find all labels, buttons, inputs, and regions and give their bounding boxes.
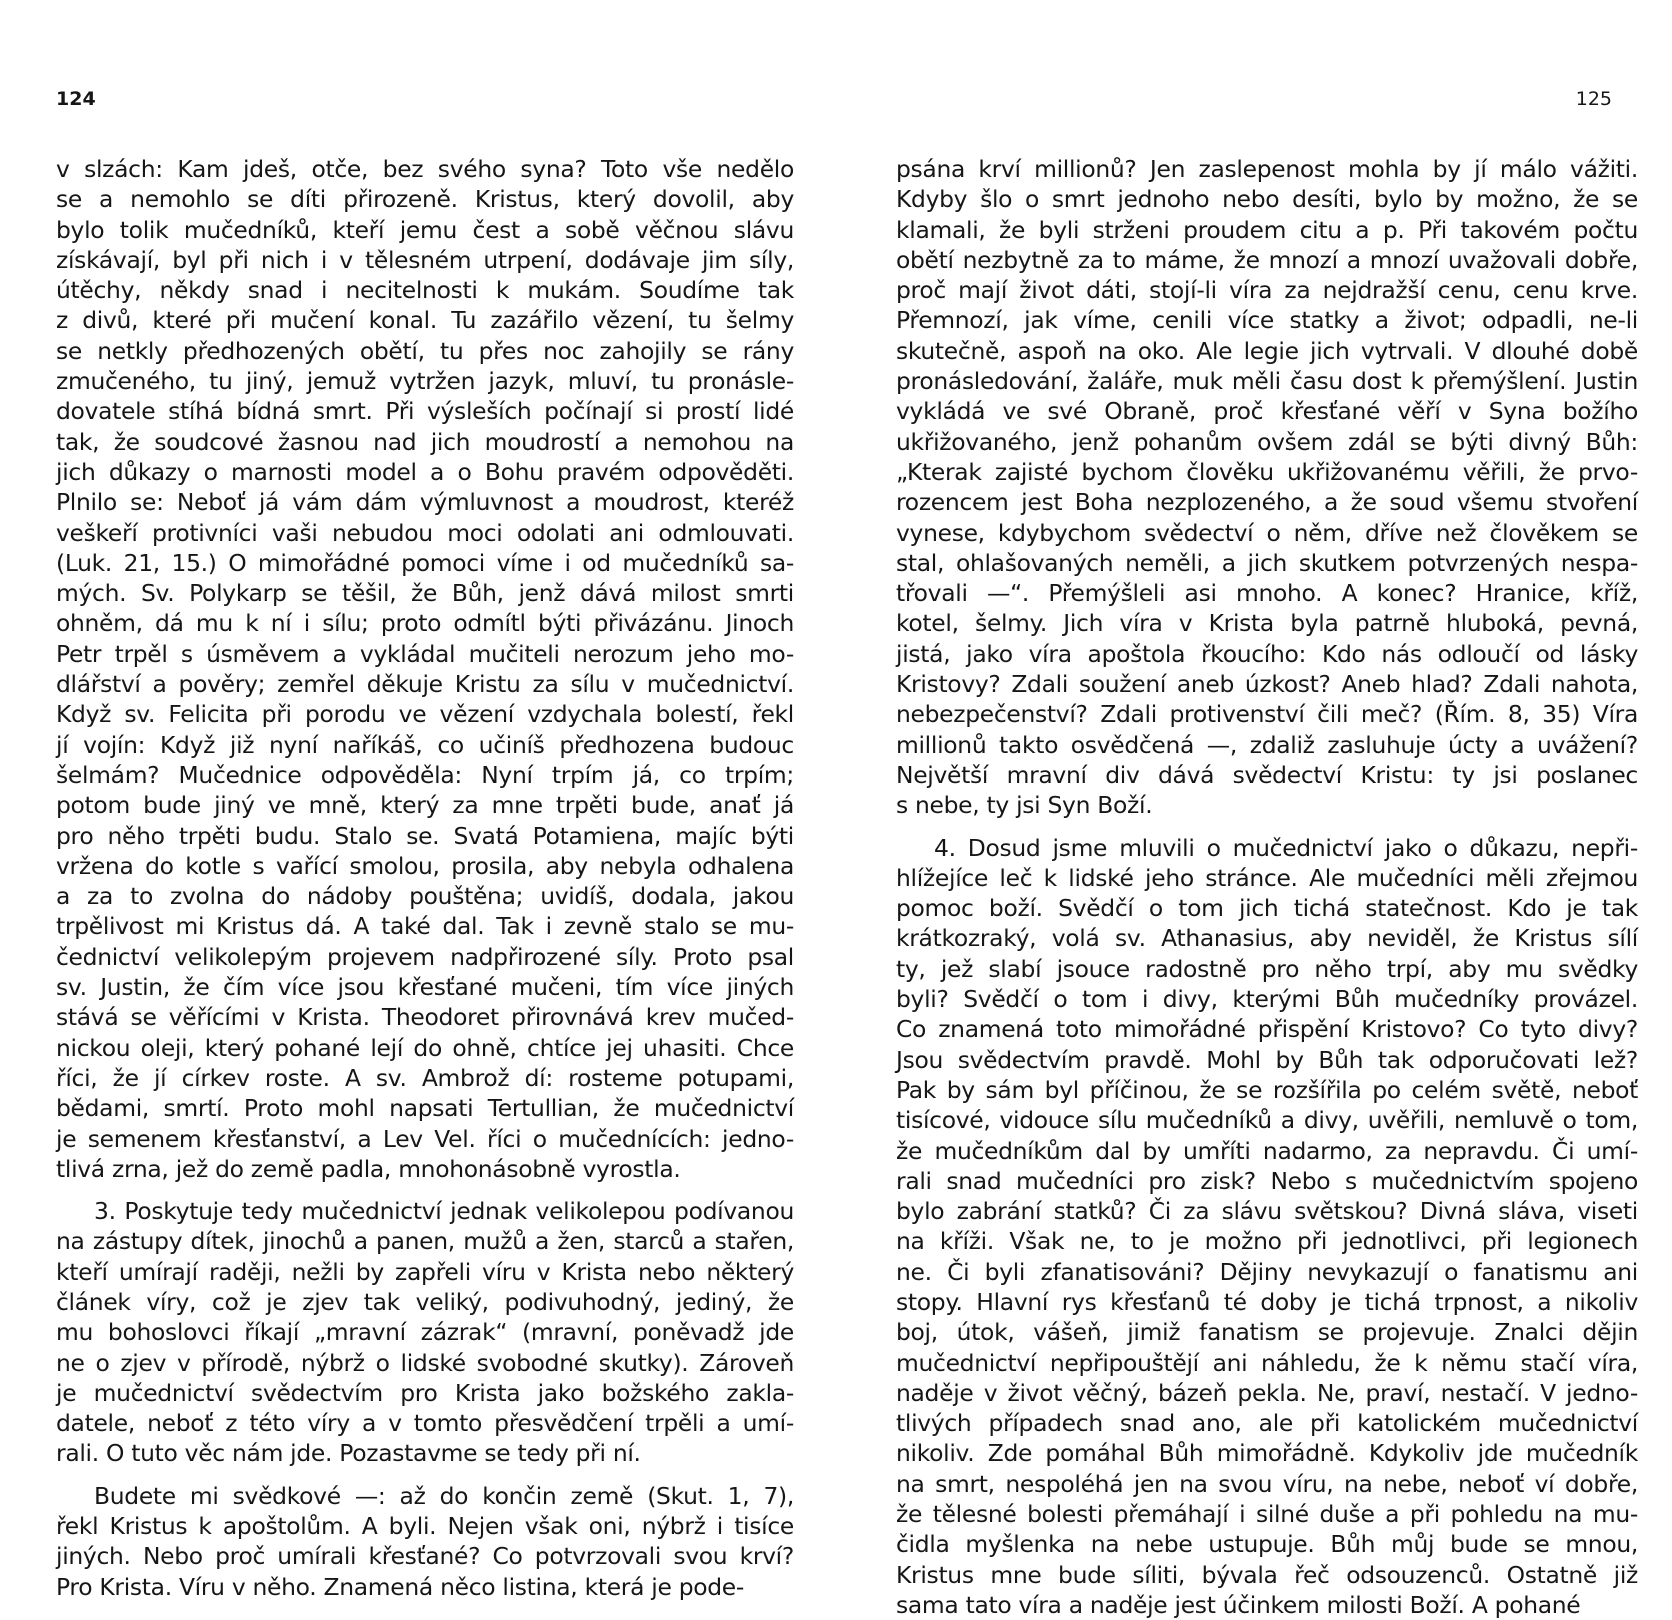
text-line: a za to zvolna do nádoby pouštěna; uvidíš, dodala, jakou <box>56 882 794 911</box>
text-line: Přemnozí, jak víme, cenili více statky a život; odpadli, ne-li <box>896 306 1638 335</box>
text-line: „Kterak zajisté bychom člověku ukřižovanému věřili, že prvo- <box>896 457 1638 486</box>
text-line: mých. Sv. Polykarp se těšil, že Bůh, jenž dává milost smrti <box>56 579 794 608</box>
text-line: Největší mravní div dává svědectví Kristu: ty jsi poslanec <box>896 760 1638 789</box>
text-line: vržena do kotle s vařící smolou, prosila, aby nebyla odhalena <box>56 851 794 880</box>
text-line: hlížejíce leč k lidské jeho stránce. Ale mučedníci měli zřejmou <box>896 863 1638 892</box>
text-line: bylo zabrání statků? Či za slávu světskou? Divná sláva, viseti <box>896 1197 1638 1226</box>
text-line: s nebe, ty jsi Syn Boží. <box>896 791 1153 820</box>
text-line: mučednictví nepřipouštějí ani náhledu, že k němu stačí víra, <box>896 1348 1638 1377</box>
text-line: veškeří protivníci vaši nebudou moci odolati ani odmlouvati. <box>56 518 794 547</box>
text-line: pro něho trpěti budu. Stalo se. Svatá Potamiena, majíc býti <box>56 821 794 850</box>
text-line: klamali, že byli strženi proudem citu a p. Při takovém počtu <box>896 215 1638 244</box>
text-line: Když sv. Felicita při porodu ve vězení vzdychala bolestí, řekl <box>56 700 794 729</box>
text-line: mu bohoslovci říkají „mravní zázrak“ (mravní, poněvadž jde <box>56 1318 794 1347</box>
text-line: byli? Svědčí o tom i divy, kterými Bůh mučedníky provázel. <box>896 985 1638 1014</box>
text-line: nebezpečenství? Zdali protivenství čili meč? (Řím. 8, 35) Víra <box>896 700 1638 729</box>
text-line: bylo tolik mučedníků, kteří jemu čest a sobě věčnou slávu <box>56 215 794 244</box>
text-line: potom bude jiný ve mně, který za mne trpěti bude, anať já <box>56 791 794 820</box>
text-line: vykládá ve své Obraně, proč křesťané věří v Syna božího <box>896 397 1638 426</box>
text-line: se netkly předhozených obětí, tu přes noc zahojily se rány <box>56 336 794 365</box>
text-line: řekl Kristus k apoštolům. A byli. Nejen však oni, nýbrž i tisíce <box>56 1512 794 1541</box>
text-line: dlářství a pověry; zemřel děkuje Kristu za sílu v mučednictví. <box>56 670 794 699</box>
text-line: stopy. Hlavní rys křesťanů té doby je tichá trpnost, a nikoliv <box>896 1287 1638 1316</box>
text-line: Kristus mne bude síliti, bývala řeč odsouzenců. Ostatně již <box>896 1560 1638 1589</box>
text-line: skutečně, aspoň na oko. Ale legie jich vytrvali. V dlouhé době <box>896 336 1638 365</box>
text-line: ne o zjev v přírodě, nýbrž o lidské svobodné skutky). Zároveň <box>56 1348 794 1377</box>
text-line: Kdyby šlo o smrt jednoho nebo desíti, bylo by možno, že se <box>896 185 1638 214</box>
text-line: z divů, které při mučení konal. Tu zazářilo vězení, tu šelmy <box>56 306 794 335</box>
text-line: v slzách: Kam jdeš, otče, bez svého syna? Toto vše nedělo <box>56 155 794 183</box>
text-line: sama tato víra a naděje jest účinkem milosti Boží. A pohané <box>896 1590 1581 1619</box>
text-line: 4. Dosud jsme mluvili o mučednictví jako o důkazu, nepři- <box>934 833 1638 862</box>
text-line: ne. Či byli zfanatisováni? Dějiny nevykazují o fanatismu ani <box>896 1257 1638 1286</box>
text-line: psána krví millionů? Jen zaslepenost mohla by jí málo vážiti. <box>896 155 1638 183</box>
text-line: bědami, smrtí. Proto mohl napsati Tertullian, že mučednictví <box>56 1094 794 1123</box>
text-line: Jsou svědectvím pravdě. Mohl by Bůh tak odporučovati lež? <box>896 1045 1638 1074</box>
text-line: Petr trpěl s úsměvem a vykládal mučiteli nerozum jeho mo- <box>56 639 794 668</box>
text-line: tak, že soudcové žasnou nad jich moudrostí a nemohou na <box>56 427 794 456</box>
text-line: nikoliv. Zde pomáhal Bůh mimořádně. Kdykoliv jde mučedník <box>896 1439 1638 1468</box>
page-text <box>56 154 794 1602</box>
text-line: vynese, kdybychom svědectví o něm, dříve než člověkem se <box>896 518 1638 547</box>
text-line: jí vojín: Když již nyní naříkáš, co učiníš předhozena budouc <box>56 730 794 759</box>
text-line: datele, neboť z této víry a v tomto přesvědčení trpěli a umí- <box>56 1409 794 1438</box>
text-line: je mučednictví svědectvím pro Krista jako božského zakla- <box>56 1378 794 1407</box>
text-line: krátkozraký, volá sv. Athanasius, aby neviděl, že Kristus sílí <box>896 924 1638 953</box>
text-line: kotel, šelmy. Jich víra v Krista byla patrně hluboká, pevná, <box>896 609 1638 638</box>
text-line: stal, ohlašovaných neměli, a jich skutkem potvrzených nespa- <box>896 548 1638 577</box>
text-line: nickou oleji, který pohané lejí do ohně, chtíce jej uhasiti. Chce <box>56 1033 794 1062</box>
text-line: ukřižovaného, jenž pohanům ovšem zdál se býti divný Bůh: <box>896 427 1638 456</box>
text-line: 3. Poskytuje tedy mučednictví jednak velikolepou podívanou <box>94 1197 794 1226</box>
page-number: 125 <box>1575 88 1612 110</box>
text-line: zmučeného, tu jiný, jemuž vytržen jazyk, mluví, tu pronásle- <box>56 367 794 396</box>
text-line: pomoc boží. Svědčí o tom jich tichá statečnost. Kdo je tak <box>896 894 1638 923</box>
text-line: rozencem jest Boha nezplozeného, a že soud všemu stvoření <box>896 488 1638 517</box>
paragraph-gap <box>896 821 1638 833</box>
text-line: na zástupy dítek, jinochů a panen, mužů a žen, starců a stařen, <box>56 1227 794 1256</box>
text-line: že tělesné bolesti přemáhají i silné duše a při pohledu na mu- <box>896 1500 1638 1529</box>
paragraph-gap <box>56 1184 794 1196</box>
text-line: Kristovy? Zdali soužení aneb úzkost? Aneb hlad? Zdali nahota, <box>896 670 1638 699</box>
text-line: rali. O tuto věc nám jde. Pozastavme se tedy při ní. <box>56 1439 641 1468</box>
text-line: Plnilo se: Neboť já vám dám výmluvnost a moudrost, kteréž <box>56 488 794 517</box>
text-line: Pro Krista. Víru v něho. Znamená něco listina, která je pode- <box>56 1572 745 1601</box>
text-line: pronásledování, žaláře, muk měli času dost k přemýšlení. Justin <box>896 367 1638 396</box>
text-line: na smrt, nespoléhá jen na svou víru, na nebe, neboť ví dobře, <box>896 1469 1638 1498</box>
text-line: je semenem křesťanství, a Lev Vel. říci o mučednících: jedno- <box>56 1124 794 1153</box>
text-line: Budete mi svědkové —: až do končin země (Skut. 1, 7), <box>94 1481 794 1510</box>
text-line: na kříži. Však ne, to je možno při jednotlivci, při legionech <box>896 1227 1638 1256</box>
text-line: článek víry, což je zjev tak veliký, podivuhodný, jediný, že <box>56 1287 794 1316</box>
text-line: říci, že jí církev roste. A sv. Ambrož dí: rosteme potupami, <box>56 1063 794 1092</box>
text-line: tlivých případech snad ano, ale při katolickém mučednictví <box>896 1409 1638 1438</box>
text-line: Pak by sám byl příčinou, že se rozšířila po celém světě, neboť <box>896 1075 1638 1104</box>
paragraph-gap <box>56 1469 794 1481</box>
text-line: třovali —“. Přemýšleli asi mnoho. A konec? Hranice, kříž, <box>896 579 1638 608</box>
text-line: obětí nezbytně za to máme, že mnozí a mnozí uvažovali dobře, <box>896 245 1638 274</box>
text-line: (Luk. 21, 15.) O mimořádné pomoci víme i od mučedníků sa- <box>56 548 794 577</box>
text-line: stává se věřícími v Krista. Theodoret přirovnává krev mučed- <box>56 1003 794 1032</box>
text-line: se a nemohlo se díti přirozeně. Kristus, který dovolil, aby <box>56 185 794 214</box>
text-line: útěchy, někdy snad i necitelnosti k mukám. Soudíme tak <box>56 276 794 305</box>
text-line: jiných. Nebo proč umírali křesťané? Co potvrzovali svou krví? <box>56 1542 794 1571</box>
left-page <box>0 0 836 1601</box>
text-line: získávají, byl při nich i v tělesném utrpení, dodávaje jim síly, <box>56 245 794 274</box>
text-line: Co znamená toto mimořádné přispění Kristovo? Co tyto divy? <box>896 1015 1638 1044</box>
text-line: šelmám? Mučednice odpověděla: Nyní trpím já, co trpím; <box>56 760 794 789</box>
text-line: millionů takto osvědčená —, zdaliž zasluhuje úcty a uvážení? <box>896 730 1638 759</box>
text-line: tlivá zrna, jež do země padla, mnohonásobně vyrostla. <box>56 1154 681 1183</box>
text-line: boj, útok, vášeň, jimiž fanatism se projevuje. Znalci dějin <box>896 1318 1638 1347</box>
text-line: jistá, jako víra apoštola řkoucího: Kdo nás odloučí od lásky <box>896 639 1638 668</box>
text-line: jich důkazy o marnosti model a o Bohu pravém odpověděti. <box>56 457 794 486</box>
text-line: proč mají život dáti, stojí-li víra za nejdražší cenu, cenu krve. <box>896 276 1638 305</box>
text-line: ohněm, dá mu k ní i sílu; proto odmítl býti přivázánu. Jinoch <box>56 609 794 638</box>
text-line: čidla myšlenka na nebe ustupuje. Bůh můj bude se mnou, <box>896 1530 1638 1559</box>
text-line: tisícové, vidouce sílu mučedníků a divy, uvěřili, nemluvě o tom, <box>896 1106 1638 1135</box>
right-page <box>836 0 1672 1619</box>
text-line: dovatele stíhá bídná smrt. Při výsleších počínají si prostí lidé <box>56 397 794 426</box>
text-line: že mučedníkům dal by umříti nadarmo, za nepravdu. Či umí- <box>896 1136 1638 1165</box>
text-line: ty, jež slabí jsouce radostně pro něho trpí, aby mu svědky <box>896 954 1638 983</box>
text-line: kteří umírají raději, nežli by zapřeli víru v Krista nebo některý <box>56 1257 794 1286</box>
text-line: naděje v život věčný, bázeň pekla. Ne, praví, nestačí. V jedno- <box>896 1378 1638 1407</box>
text-line: trpělivost mi Kristus dá. A také dal. Tak i zevně stalo se mu- <box>56 912 794 941</box>
text-line: čednictví velikolepým projevem nadpřirozené síly. Proto psal <box>56 942 794 971</box>
page-text <box>896 154 1638 1620</box>
text-line: rali snad mučedníci pro zisk? Nebo s mučednictvím spojeno <box>896 1166 1638 1195</box>
page-number: 124 <box>56 88 96 110</box>
text-line: sv. Justin, že čím více jsou křesťané mučeni, tím více jiných <box>56 973 794 1002</box>
